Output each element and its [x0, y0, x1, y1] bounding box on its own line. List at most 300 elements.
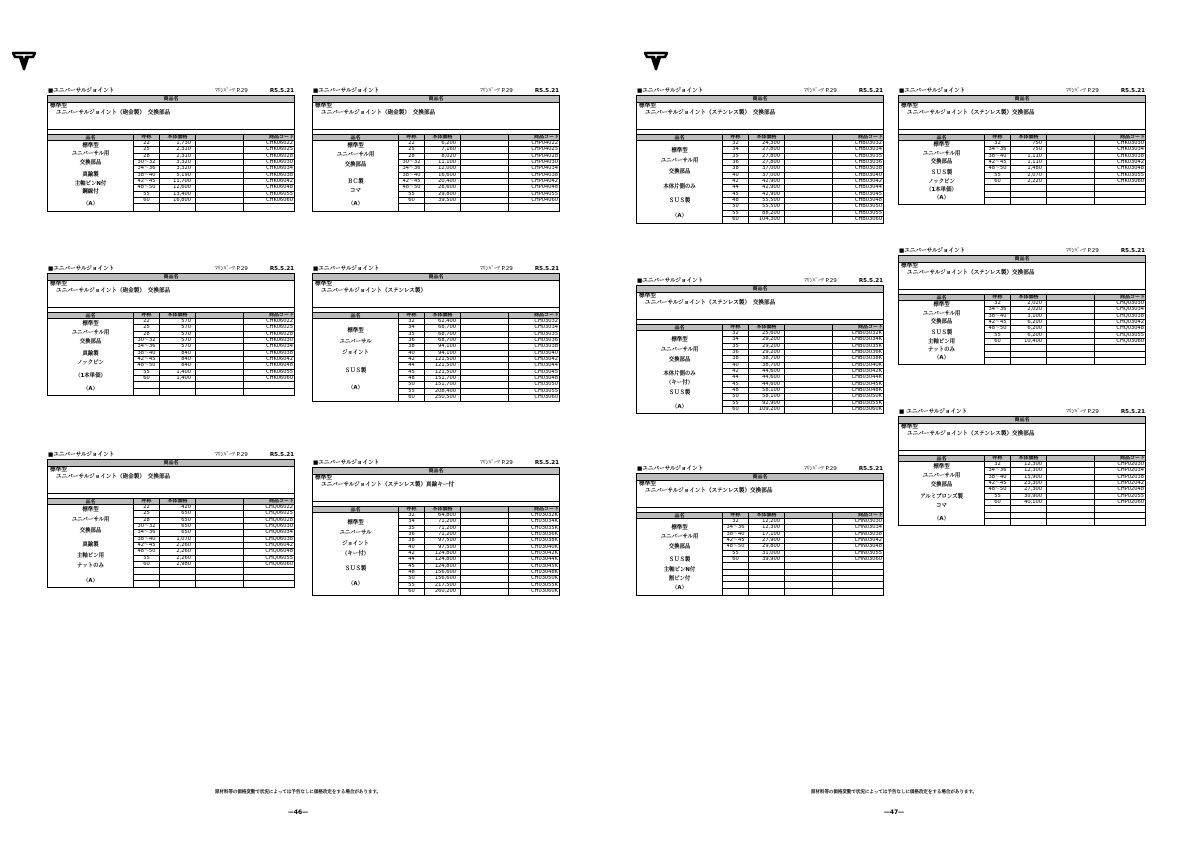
- price-cell: 121,500: [425, 357, 461, 362]
- blank-cell: [1047, 173, 1095, 178]
- price-table: [48, 135, 294, 211]
- block-title: ■ユニバーサルジョイント: [48, 452, 115, 459]
- size-cell: 60: [723, 557, 749, 562]
- blank-cell: [785, 147, 833, 152]
- table-row: [399, 589, 559, 595]
- price-cell: [160, 575, 196, 580]
- price-cell: 23,300: [1011, 481, 1047, 486]
- product-code-cell: [833, 582, 883, 587]
- blank-cell: [461, 179, 509, 184]
- price-cell: 420: [160, 505, 196, 510]
- size-cell: 42～45: [134, 543, 160, 548]
- size-cell: 32: [723, 331, 749, 336]
- size-cell: 28: [134, 518, 160, 523]
- price-cell: 6,200: [1011, 320, 1047, 325]
- blank-cell: [196, 530, 244, 535]
- column-header-price: 本体価格: [160, 313, 196, 318]
- product-name: ユニバーサルジョイント（ステンレス製）真鍮キー付: [321, 481, 455, 488]
- product-name: ユニバーサルジョイント（ステンレス製）: [321, 287, 427, 294]
- product-description: [313, 103, 559, 130]
- block-header: [47, 266, 295, 274]
- size-cell: [985, 358, 1011, 364]
- size-cell: 55: [399, 192, 425, 197]
- blank-cell: [461, 395, 509, 401]
- product-code-cell: CHK06048: [266, 363, 293, 369]
- price-cell: 10,400: [1011, 339, 1047, 344]
- product-code-cell: CHB03034: [854, 147, 882, 153]
- price-cell: [749, 570, 785, 575]
- product-code-cell: [1095, 506, 1145, 511]
- blank-cell: [785, 344, 833, 349]
- item-label-column: [48, 313, 134, 395]
- size-cell: 60: [985, 339, 1011, 344]
- product-description: [899, 263, 1145, 290]
- product-description: [48, 281, 294, 308]
- blank-cell: [196, 568, 244, 573]
- product-code-cell: CH03035K: [531, 525, 558, 531]
- product-name: ユニバーサルジョイント（ステンレス製） 交換部品: [645, 299, 776, 306]
- price-cell: 750: [1011, 147, 1047, 152]
- item-column-header: 品名: [48, 313, 133, 320]
- product-code-cell: CHK06034: [266, 344, 293, 350]
- price-rows: [399, 135, 559, 211]
- size-cell: 36: [723, 350, 749, 355]
- item-label-line: 真鍮製: [82, 542, 99, 549]
- item-label-line: 標準型: [82, 142, 99, 149]
- product-code-cell: CHB03040: [854, 172, 882, 178]
- size-cell: 55: [134, 556, 160, 561]
- blank-cell: [196, 549, 244, 554]
- column-header-blank: [785, 135, 833, 140]
- price-cell: 3,320: [160, 160, 196, 165]
- column-header-blank: [196, 499, 244, 504]
- block-title: ■ユニバーサルジョイント: [313, 460, 380, 467]
- price-block: [898, 409, 1146, 526]
- product-code-cell: CHB03055K: [851, 400, 882, 406]
- price-cell: [160, 204, 196, 210]
- revision-date: R5.5.21: [269, 452, 294, 459]
- table-row: [134, 581, 294, 587]
- price-cell: 15,900: [1011, 475, 1047, 480]
- product-code-cell: CHK06042: [266, 356, 293, 362]
- item-column-header: 品名: [899, 456, 984, 463]
- price-cell: 1,480: [1011, 166, 1047, 171]
- item-label-line: ユニバーサル用: [71, 329, 110, 336]
- page-number: —47—: [883, 809, 905, 816]
- product-code-cell: CHK06055: [266, 369, 293, 375]
- size-cell: 40: [399, 351, 425, 356]
- item-label-line: 交換部品: [930, 481, 953, 488]
- block-title: ■ユニバーサルジョイント: [48, 266, 115, 273]
- blank-cell: [196, 141, 244, 146]
- blank-cell: [1047, 345, 1095, 350]
- product-name-header: 商品名: [48, 96, 294, 103]
- price-cell: 12,300: [749, 525, 785, 530]
- blank-cell: [461, 589, 509, 595]
- blank-cell: [196, 147, 244, 152]
- item-label-column: [637, 513, 723, 595]
- price-cell: 124,800: [425, 564, 461, 569]
- blank-cell: [1047, 358, 1095, 364]
- product-code-cell: CHB03048: [854, 197, 882, 203]
- product-code-cell: CHQ03042: [1116, 319, 1144, 325]
- item-label-line: ユニバーサル用: [660, 158, 699, 165]
- product-code-cell: CHN03030: [854, 518, 882, 524]
- size-cell: 35: [723, 154, 749, 159]
- blank-cell: [196, 376, 244, 381]
- price-cell: 27,300: [1011, 487, 1047, 492]
- blank-cell: [196, 562, 244, 567]
- price-cell: 156,600: [425, 570, 461, 575]
- price-cell: 16,600: [425, 173, 461, 178]
- item-label-column: [48, 135, 134, 211]
- size-cell: [723, 589, 749, 595]
- size-cell: 48: [723, 198, 749, 203]
- size-cell: 50: [399, 576, 425, 581]
- size-cell: 55: [399, 583, 425, 588]
- block-header: [636, 278, 884, 286]
- product-code-cell: CHB03035K: [851, 343, 882, 349]
- column-header-size: 呼称: [399, 313, 425, 318]
- blank-cell: [461, 166, 509, 171]
- item-label-lines: [313, 513, 398, 595]
- blank-cell: [1047, 506, 1095, 511]
- item-label-line: ＢＣ製: [347, 178, 364, 185]
- product-code-cell: CHN03034: [854, 525, 882, 531]
- product-description: [899, 424, 1145, 451]
- price-table: [899, 135, 1145, 205]
- catalog-reference: ﾏﾘﾝﾊﾟｰﾂ P.29: [1066, 88, 1099, 95]
- block-title: ■ユニバーサルジョイント: [637, 466, 704, 473]
- product-name-header: 商品名: [313, 274, 559, 281]
- product-name: ユニバーサルジョイント（ステンレス製）交換部品: [907, 430, 1035, 437]
- item-label-lines: [48, 505, 133, 587]
- size-cell: 34: [723, 337, 749, 342]
- product-code-cell: CHB03044: [854, 185, 882, 191]
- price-cell: 29,200: [749, 350, 785, 355]
- column-header-code: 商品コード: [1119, 134, 1145, 140]
- price-block: [636, 88, 884, 224]
- column-header-price: 本体価格: [749, 325, 785, 330]
- size-cell: 45: [723, 382, 749, 387]
- price-cell: 6,200: [1011, 333, 1047, 338]
- product-code-cell: [833, 570, 883, 575]
- size-cell: [985, 185, 1011, 190]
- blank-cell: [1047, 147, 1095, 152]
- table-row: [723, 407, 883, 413]
- catalog-reference: ﾏﾘﾝﾊﾟｰﾂ P.29: [215, 452, 248, 459]
- block-header: [898, 409, 1146, 417]
- blank-cell: [461, 389, 509, 394]
- price-cell: [749, 582, 785, 587]
- product-name-header: 商品名: [637, 474, 883, 481]
- price-table: [637, 513, 883, 595]
- price-cell: 11,700: [160, 179, 196, 184]
- blank-cell: [196, 344, 244, 349]
- item-label-line: ナットのみ: [928, 347, 955, 354]
- item-label-line: 主軸ピンN付: [74, 180, 107, 187]
- product-code-cell: CHB03048K: [851, 387, 882, 393]
- price-cell: 750: [1011, 141, 1047, 146]
- size-cell: [134, 204, 160, 210]
- product-code-cell: CHB03032: [854, 140, 882, 146]
- item-label-line: 標準型: [82, 320, 99, 327]
- column-header-blank: [196, 313, 244, 318]
- price-table: [637, 135, 883, 224]
- block-frame: [898, 96, 1146, 205]
- item-label-column: [48, 499, 134, 588]
- price-cell: 24,300: [749, 141, 785, 146]
- blank-cell: [1047, 301, 1095, 306]
- size-cell: 22: [134, 141, 160, 146]
- item-label-line: （キー付）: [666, 380, 693, 387]
- blank-cell: [1047, 481, 1095, 486]
- blank-cell: [196, 332, 244, 337]
- product-code-cell: CHQ03048: [1116, 326, 1144, 332]
- size-cell: 55: [134, 370, 160, 375]
- price-cell: 2,310: [160, 147, 196, 152]
- item-label-line: ナットのみ: [77, 562, 104, 569]
- product-code-cell: CHK06028: [266, 153, 293, 159]
- blank-cell: [1047, 333, 1095, 338]
- blank-cell: [196, 382, 244, 387]
- product-code-cell: [1095, 513, 1145, 518]
- product-code-cell: CHN03038: [854, 531, 882, 537]
- price-rows: [399, 507, 559, 596]
- product-code-cell: [244, 581, 294, 587]
- price-cell: 121,500: [425, 370, 461, 375]
- product-code-cell: CHK06034: [266, 166, 293, 172]
- price-cell: [749, 589, 785, 595]
- item-label-line: （A）: [672, 213, 687, 220]
- block-header: [898, 248, 1146, 256]
- product-code-cell: CHP02060: [1117, 499, 1144, 505]
- price-cell: 37,000: [749, 166, 785, 171]
- blank-cell: [461, 513, 509, 518]
- size-cell: [985, 198, 1011, 204]
- item-label-column: [899, 135, 985, 205]
- product-code-cell: CH03038K: [531, 538, 558, 544]
- revision-date: R5.5.21: [534, 460, 559, 467]
- product-name: ユニバーサルジョイント（ステンレス製）交換部品: [907, 269, 1035, 276]
- product-code-cell: CHQ06042: [265, 542, 293, 548]
- item-label-lines: [48, 141, 133, 211]
- column-header-code: 商品コード: [268, 312, 294, 318]
- price-cell: 13,400: [160, 192, 196, 197]
- item-label-line: ユニバーサル用: [922, 310, 961, 317]
- size-cell: 55: [134, 192, 160, 197]
- blank-cell: [1047, 462, 1095, 467]
- product-code-cell: CHP04048: [531, 185, 558, 191]
- blank-cell: [196, 185, 244, 190]
- item-label-line: ノックピン: [77, 360, 104, 367]
- catalog-reference: ﾏﾘﾝﾊﾟｰﾂ P.29: [804, 466, 837, 473]
- size-cell: 28: [399, 154, 425, 159]
- product-code-cell: CHB03042K: [851, 368, 882, 374]
- catalog-reference: ﾏﾘﾝﾊﾟｰﾂ P.29: [480, 460, 513, 467]
- blank-cell: [785, 563, 833, 568]
- size-cell: 22: [399, 141, 425, 146]
- product-code-cell: CH03038: [534, 344, 558, 350]
- item-column-header: 品名: [899, 135, 984, 142]
- blank-cell: [461, 545, 509, 550]
- blank-cell: [196, 537, 244, 542]
- catalog-reference: ﾏﾘﾝﾊﾟｰﾂ P.29: [215, 88, 248, 95]
- price-cell: 28,600: [425, 185, 461, 190]
- blank-cell: [461, 557, 509, 562]
- product-code-cell: CHK03030: [1117, 140, 1144, 146]
- blank-cell: [785, 160, 833, 165]
- blank-cell: [1047, 513, 1095, 518]
- price-cell: [749, 563, 785, 568]
- blank-cell: [461, 351, 509, 356]
- product-code-cell: CHB03050K: [851, 394, 882, 400]
- column-header-code: 商品コード: [268, 498, 294, 504]
- price-cell: 68,700: [425, 325, 461, 330]
- blank-cell: [196, 511, 244, 516]
- product-description: [313, 281, 559, 308]
- block-title: ■ユニバーサルジョイント: [637, 88, 704, 95]
- brand-logo-icon: [644, 50, 668, 72]
- item-label-line: ＳＵＳ製: [344, 367, 367, 374]
- blank-cell: [196, 524, 244, 529]
- column-header-price: 本体価格: [425, 507, 461, 512]
- product-code-cell: CHQ06030: [265, 523, 293, 529]
- product-description: [48, 103, 294, 130]
- size-cell: 32: [985, 462, 1011, 467]
- size-cell: 45: [399, 370, 425, 375]
- block-header: [312, 88, 560, 96]
- size-cell: 28: [134, 154, 160, 159]
- price-cell: 650: [160, 524, 196, 529]
- size-cell: 34: [399, 325, 425, 330]
- blank-cell: [196, 575, 244, 580]
- item-label-line: ユニバーサル用: [660, 346, 699, 353]
- size-cell: 34～36: [985, 468, 1011, 473]
- column-header-size: 呼称: [985, 295, 1011, 300]
- size-cell: 34～36: [985, 307, 1011, 312]
- product-code-cell: CHK06030: [266, 337, 293, 343]
- block-frame: [47, 96, 295, 212]
- product-code-cell: CH03034K: [531, 519, 558, 525]
- column-header-code: 商品コード: [533, 312, 559, 318]
- size-cell: [134, 581, 160, 587]
- product-code-cell: [1095, 345, 1145, 350]
- product-type: 標準型: [639, 102, 656, 109]
- price-cell: 27,800: [749, 154, 785, 159]
- column-header-blank: [461, 135, 509, 140]
- price-rows: [134, 313, 294, 395]
- price-cell: [749, 576, 785, 581]
- size-cell: 38～40: [985, 475, 1011, 480]
- product-name-header: 商品名: [48, 274, 294, 281]
- size-cell: 35: [399, 526, 425, 531]
- size-cell: 60: [723, 217, 749, 223]
- size-cell: 40: [399, 545, 425, 550]
- product-code-cell: [833, 563, 883, 568]
- price-cell: 55,500: [749, 204, 785, 209]
- item-label-line: 交換部品: [344, 161, 367, 168]
- product-code-cell: CHK06028: [266, 331, 293, 337]
- block-frame: [47, 460, 295, 588]
- price-block: [47, 88, 295, 212]
- size-cell: [985, 506, 1011, 511]
- revision-date: R5.5.21: [858, 466, 883, 473]
- product-code-cell: [244, 389, 294, 395]
- revision-date: R5.5.21: [534, 88, 559, 95]
- product-code-cell: CH03034: [534, 325, 558, 331]
- item-label-line: 交換部品: [79, 527, 102, 534]
- price-cell: [160, 581, 196, 587]
- price-cell: 39,500: [425, 198, 461, 203]
- price-cell: 11,100: [425, 160, 461, 165]
- price-cell: 6,200: [1011, 326, 1047, 331]
- price-cell: 12,000: [425, 166, 461, 171]
- blank-cell: [196, 505, 244, 510]
- price-rows: [985, 456, 1145, 526]
- price-cell: 124,800: [425, 551, 461, 556]
- column-header-code: 商品コード: [1119, 455, 1145, 461]
- blank-cell: [785, 173, 833, 178]
- item-label-line: ユニバーサル用: [660, 534, 699, 541]
- price-change-footnote: 原材料等の価格変動で状況によっては予告なしに価格改定をする場合があります。: [214, 790, 382, 795]
- size-cell: 40: [723, 363, 749, 368]
- size-cell: [723, 563, 749, 568]
- size-cell: [723, 582, 749, 587]
- price-cell: 71,200: [425, 526, 461, 531]
- item-label-lines: [899, 301, 984, 364]
- column-header-blank: [461, 313, 509, 318]
- blank-cell: [461, 519, 509, 524]
- product-code-cell: CH03032: [534, 318, 558, 324]
- catalog-reference: ﾏﾘﾝﾊﾟｰﾂ P.29: [215, 266, 248, 273]
- blank-cell: [196, 179, 244, 184]
- price-block: [898, 88, 1146, 205]
- item-column-header: 品名: [48, 499, 133, 506]
- price-cell: 25,600: [749, 331, 785, 336]
- price-block: [636, 278, 884, 414]
- product-name-header: 商品名: [637, 286, 883, 293]
- product-type: 標準型: [50, 466, 67, 473]
- product-code-cell: CH03048K: [531, 569, 558, 575]
- size-cell: 40: [723, 173, 749, 178]
- product-code-cell: CHP02030: [1117, 461, 1144, 467]
- item-label-line: 割ピン付: [668, 576, 691, 583]
- blank-cell: [785, 407, 833, 413]
- product-name-header: 商品名: [637, 96, 883, 103]
- blank-cell: [785, 363, 833, 368]
- column-header-size: 呼称: [399, 135, 425, 140]
- blank-cell: [1047, 468, 1095, 473]
- item-label-line: 真鍮製: [82, 172, 99, 179]
- product-code-cell: CHK06055: [266, 191, 293, 197]
- blank-cell: [785, 356, 833, 361]
- blank-cell: [461, 338, 509, 343]
- item-label-line: 標準型: [347, 327, 364, 334]
- size-cell: [134, 575, 160, 580]
- product-description: [899, 103, 1145, 130]
- price-cell: 58,100: [749, 394, 785, 399]
- price-cell: 124,800: [425, 557, 461, 562]
- item-label-line: 標準型: [671, 525, 688, 531]
- item-label-line: ユニバーサル用: [922, 150, 961, 157]
- product-code-cell: CHQ06022: [265, 504, 293, 510]
- column-header-size: 呼称: [985, 135, 1011, 140]
- price-cell: 44,600: [749, 382, 785, 387]
- price-cell: 104,300: [749, 217, 785, 223]
- size-cell: 38～40: [985, 154, 1011, 159]
- column-header-size: 呼称: [723, 513, 749, 518]
